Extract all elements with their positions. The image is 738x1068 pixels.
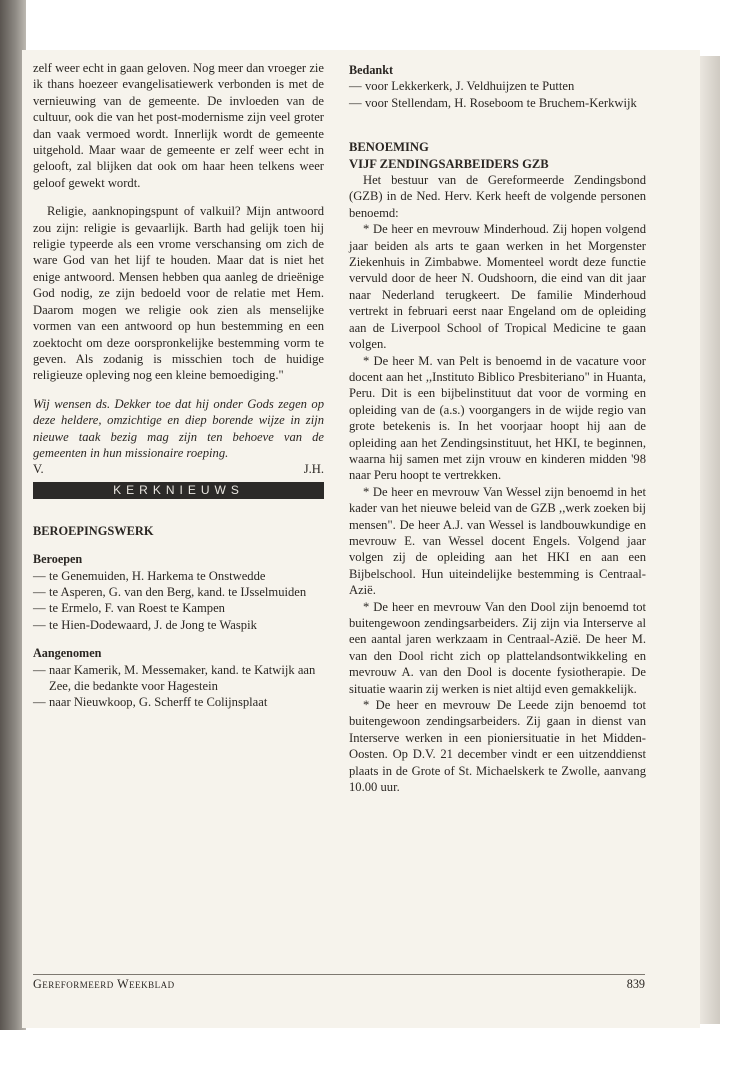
benoeming-subheading: VIJF ZENDINGSARBEIDERS GZB — [349, 156, 549, 171]
list-item: — voor Lekkerkerk, J. Veldhuijzen te Putten — [349, 79, 575, 94]
list-item: — te Hien-Dodewaard, J. de Jong te Waspik — [33, 617, 257, 632]
right-column — [349, 62, 646, 795]
body-paragraph: Het bestuur van de Gereformeerde Zendingsbond (GZB) in de Ned. Herv. Kerk heeft de volgende personen benoemd: — [349, 173, 646, 220]
body-paragraph: zelf weer echt in gaan geloven. Nog meer dan vroeger zie ik thans hoezeer evangelisatiewerk verbonden is met de vernieuwing van de gemeente. De invloeden van de cultuur, ook die van het post-modernisme zijn veel groter dan vaak vermoed wordt. Innerlijk wordt de gemeente uitgehold. Maar waar de gemeente er zelf weer echt in gelooft, zal blijken dat ook om haar heen telkens weer geloof gewekt wordt. — [33, 61, 324, 190]
signature-right: J.H. — [303, 462, 324, 477]
body-paragraph: * De heer M. van Pelt is benoemd in de vacature voor docent aan het ,,Instituto Biblico Presbiteriano" in Huanta, Peru. Dit is een bijbelinstituut dat voor de vorming en opleiding van de (a.s.) voorgangers in de wijde regio van grote betekenis is. In het voorjaar hoopt hij aan de opleiding aan het Zendingsinstituut, het HKI, te beginnen, waarna hij samen met zijn vrouw en kinderen midden '98 naar Peru hoopt te vertrekken. — [349, 353, 646, 483]
body-paragraph: * De heer en mevrouw Van den Dool zijn benoemd tot buitengewoon zendingsarbeiders. Zij zijn via Interserve al een aantal jaren werkzaam in Centraal-Azië. De heer M. van den Dool richt zich op plattelandsontwikkeling en mevrouw A. van den Dool is docente fysiotherapie. De situatie waarin zij werken is niet altijd even gemakkelijk. — [349, 599, 646, 696]
beroepen-list — [33, 568, 324, 634]
list-item: — te Asperen, G. van den Berg, kand. te IJsselmuiden — [33, 584, 307, 599]
list-item: — naar Kamerik, M. Messemaker, kand. te Katwijk aan Zee, die bedankte voor Hagestein — [33, 662, 316, 693]
body-paragraph: Religie, aanknopingspunt of valkuil? Mijn antwoord zou zijn: religie is gevaarlijk. Barth had gelijk toen hij religie typeerde als een vrome verschansing om zich de ware God van het lijf te houden. Maar dat is niet het enige antwoord. Mensen hebben qua aanleg de drieënige God nodig, ze zijn bedoeld voor de relatie met Hem. Daarom mogen we religie ook zien als menselijke vormen van een antwoord op hun bestemming en een zoektocht om deze oorspronkelijke bestemming vorm te geven. Als zodanig is misschien toch de huidige religieuze opleving nog een kleine bemoediging." — [33, 204, 324, 383]
subheading-beroepen: Beroepen — [33, 552, 83, 567]
section-banner: KERKNIEUWS — [33, 482, 324, 499]
list-item: — te Genemuiden, H. Harkema te Onstwedde — [33, 568, 266, 583]
subheading-bedankt: Bedankt — [349, 63, 394, 77]
list-item: — naar Nieuwkoop, G. Scherff te Colijnsplaat — [33, 695, 268, 710]
page-footer — [33, 974, 645, 992]
subheading-aangenomen: Aangenomen — [33, 646, 102, 661]
aangenomen-list — [33, 662, 324, 711]
body-paragraph: * De heer en mevrouw De Leede zijn benoemd tot buitengewoon zendingsarbeiders. Zij gaan in dienst van Interserve werken in een pioniersituatie in het Midden-Oosten. Op D.V. 21 december vindt er een uitzenddienst plaats in de Grote of St. Michaelskerk te Zwolle, aanvang 10.00 uur. — [349, 698, 646, 795]
signature-left: V. — [33, 462, 44, 477]
list-item: — voor Stellendam, H. Roseboom te Bruchem-Kerkwijk — [349, 95, 637, 110]
page-number: 839 — [626, 977, 645, 991]
section-heading: BEROEPINGSWERK — [33, 523, 154, 538]
publication-name: Gereformeerd Weekblad — [33, 977, 175, 991]
body-paragraph: * De heer en mevrouw Minderhoud. Zij hopen volgend jaar beiden als arts te gaan werken in het Morgenster Ziekenhuis in Zimbabwe. Momenteel wordt deze functie vervuld door de heer N. Oudshoorn, die eind van dit jaar naar Nederland terugkeert. De familie Minderhoud vertrekt in februari eerst naar Engeland om de opleiding aan de Liverpool School of Tropical Medicine te gaan volgen. — [349, 222, 646, 352]
list-item: — te Ermelo, F. van Roest te Kampen — [33, 601, 225, 616]
signature-line — [33, 461, 324, 477]
left-column — [33, 60, 324, 711]
body-paragraph: * De heer en mevrouw Van Wessel zijn benoemd in het kader van het nieuwe beleid van de GZB ,,werk zoeken bij mensen". De heer A.J. van Wessel is landbouwkundige en mevrouw E. van Wessel docent Engels. Volgend jaar volgen zij de opleiding aan het HKI en aan een Bijbelschool. Hun uiteindelijke bestemming is Centraal-Azië. — [349, 484, 646, 598]
closing-italic-paragraph: Wij wensen ds. Dekker toe dat hij onder Gods zegen op deze heldere, omzichtige en diep borende wijze in zijn nieuwe taak bezig mag zijn ten behoeve van de gemeenten in hun missionaire roeping. — [33, 396, 324, 460]
bedankt-list — [349, 78, 646, 111]
benoeming-heading: BENOEMING — [349, 140, 429, 155]
page-edge — [698, 56, 720, 1024]
